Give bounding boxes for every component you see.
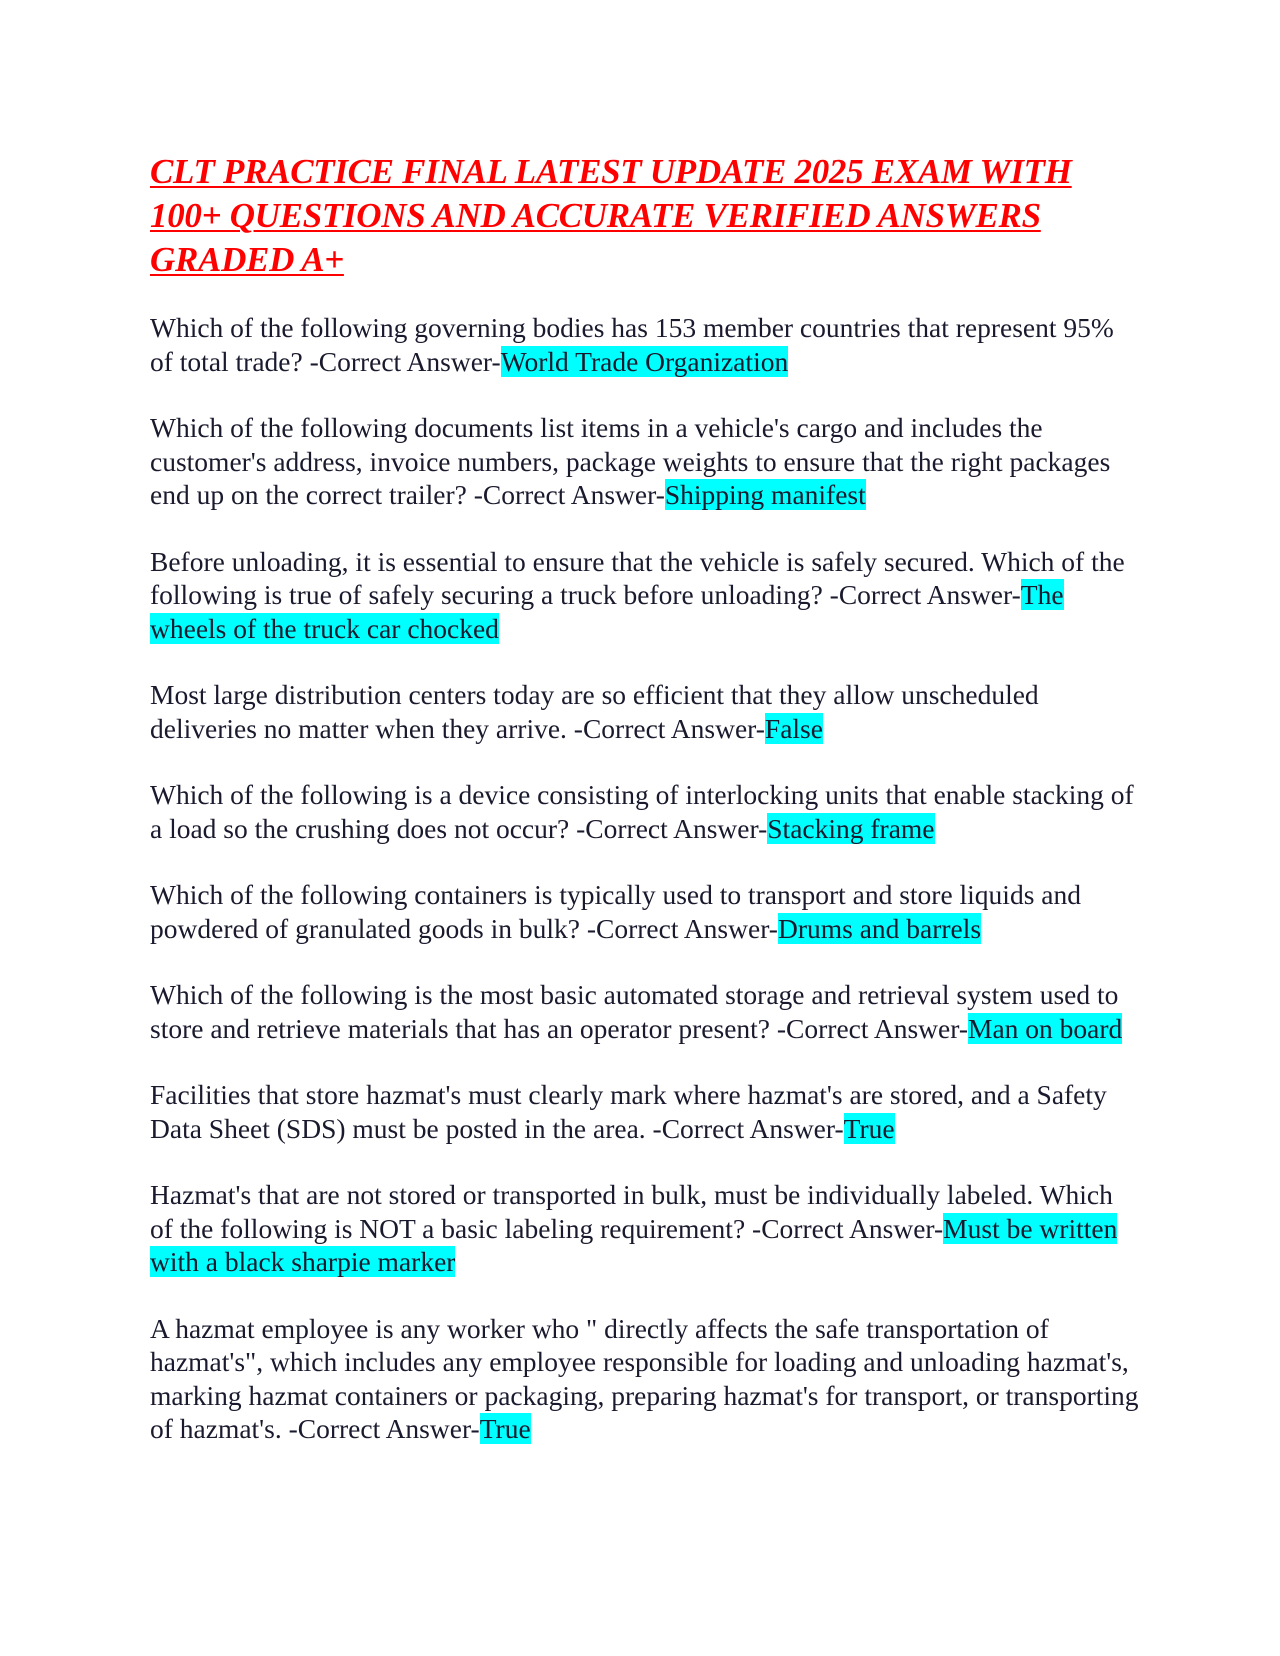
answer-prefix: -Correct Answer- [309, 345, 501, 377]
answer-prefix: -Correct Answer- [288, 1413, 480, 1444]
qa-item [150, 1178, 1140, 1279]
answer-highlight: Shipping manifest [664, 479, 866, 510]
qa-item [150, 978, 1140, 1045]
answer-highlight: True [479, 1413, 531, 1444]
question-text: Most large distribution centers today are so efficient that they allow unscheduled deliveries no matter when they arrive. [150, 679, 1039, 744]
answer-highlight: False [764, 712, 823, 744]
answer-highlight: Drums and barrels [777, 912, 982, 944]
answer-prefix: -Correct Answer- [576, 812, 768, 844]
answer-highlight: The wheels of the truck car chocked [150, 579, 1064, 644]
answer-prefix: -Correct Answer- [473, 479, 665, 510]
answer-prefix: -Correct Answer- [573, 712, 765, 744]
qa-list [150, 311, 1140, 1479]
question-text: Which of the following is a device consisting of interlocking units that enable stacking of a load so the crushing does not occur? [150, 779, 1134, 844]
qa-item [150, 311, 1140, 378]
question-text: Before unloading, it is essential to ensure that the vehicle is safely secured. Which of the following is true of safely securing a truck before unloading? [150, 545, 1125, 610]
qa-item [150, 778, 1140, 845]
answer-highlight: Stacking frame [767, 812, 935, 844]
question-text: A hazmat employee is any worker who " directly affects the safe transportation of hazmat's", which includes any employee responsible for loading and unloading hazmat's, marking hazmat containers or packaging, preparing hazmat's for transport, or transporting of hazmat's. [150, 1312, 1139, 1444]
question-text: Which of the following documents list items in a vehicle's cargo and includes the customer's address, invoice numbers, package weights to ensure that the right packages end up on the correct trailer? [150, 412, 1111, 510]
answer-prefix: -Correct Answer- [586, 912, 778, 944]
qa-item [150, 678, 1140, 745]
qa-item [150, 1078, 1140, 1145]
answer-highlight: True [843, 1112, 895, 1144]
qa-item [150, 411, 1140, 512]
question-text: Hazmat's that are not stored or transported in bulk, must be individually labeled. Which of the following is NOT a basic labeling requirement? [150, 1179, 1113, 1244]
answer-prefix: -Correct Answer- [752, 1212, 944, 1244]
answer-prefix: -Correct Answer- [829, 579, 1021, 610]
qa-item [150, 545, 1140, 646]
question-text: Which of the following governing bodies has 153 member countries that represent 95% of total trade? [150, 312, 1114, 377]
answer-prefix: -Correct Answer- [652, 1112, 844, 1144]
qa-item [150, 878, 1140, 945]
document-title: CLT PRACTICE FINAL LATEST UPDATE 2025 EXAM WITH 100+ QUESTIONS AND ACCURATE VERIFIED ANSWERS GRADED A+ [150, 152, 1072, 279]
answer-highlight: Must be written with a black sharpie marker [150, 1212, 1118, 1277]
qa-item [150, 1312, 1140, 1446]
question-text: Which of the following is the most basic automated storage and retrieval system used to store and retrieve materials that has an operator present? [150, 979, 1119, 1044]
answer-highlight: World Trade Organization [500, 345, 789, 377]
question-text: Facilities that store hazmat's must clearly mark where hazmat's are stored, and a Safety Data Sheet (SDS) must be posted in the area. [150, 1079, 1107, 1144]
answer-highlight: Man on board [968, 1012, 1123, 1044]
answer-prefix: -Correct Answer- [776, 1012, 968, 1044]
question-text: Which of the following containers is typically used to transport and store liquids and powdered of granulated goods in bulk? [150, 879, 1081, 944]
